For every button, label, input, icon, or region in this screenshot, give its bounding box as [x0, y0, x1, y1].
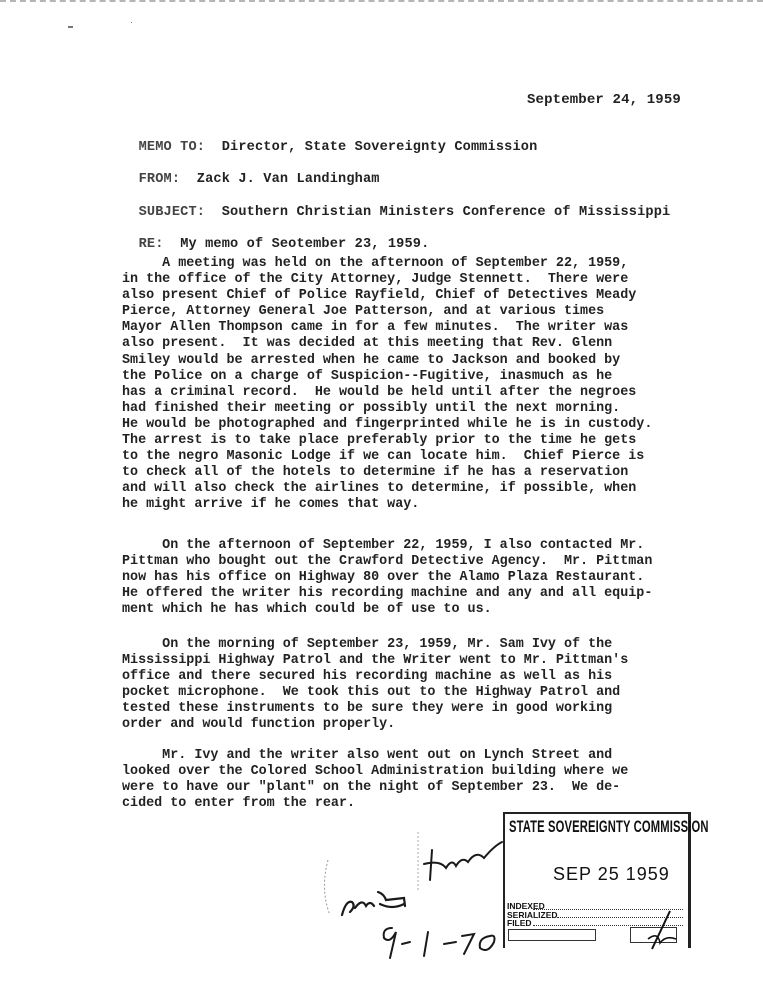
text-line: Smiley would be arrested when he came to Jackson and booked by	[122, 352, 621, 368]
stamp-box-left	[508, 929, 596, 941]
text-line: also present Chief of Police Rayfield, Chief of Detectives Meady	[122, 288, 637, 304]
text-line: office and there secured his recording machine as well as his	[122, 669, 613, 685]
memo-to-line	[122, 125, 537, 155]
text-line: Mr. Ivy and the writer also went out on Lynch Street and	[122, 748, 613, 763]
text-line: to check all of the hotels to determine if he has a reservation	[122, 465, 629, 481]
text-line: has a criminal record. He would be held until after the negroes	[122, 384, 637, 400]
text-line: had finished their meeting or possibly until the next morning.	[122, 400, 621, 416]
stamp-field-indexed: INDEXED	[507, 901, 545, 911]
stamp-date: SEP 25 1959	[553, 864, 670, 884]
text-line: also present. It was decided at this meeting that Rev. Glenn	[122, 336, 613, 352]
handwritten-signature	[300, 820, 510, 980]
page-top-edge	[0, 0, 763, 2]
memo-to-label: MEMO TO:	[138, 140, 206, 155]
subject-value: Southern Christian Ministers Conference of Mississippi	[221, 205, 671, 220]
scan-speck	[131, 22, 132, 23]
text-line: pocket microphone. We took this out to the Highway Patrol and	[122, 685, 621, 701]
text-line: ment which he has which could be of use to us.	[122, 602, 492, 618]
stamp-fields	[507, 902, 558, 928]
from-label: FROM:	[138, 172, 181, 187]
text-line: A meeting was held on the afternoon of September 22, 1959,	[122, 256, 629, 271]
paragraph-recording	[122, 637, 722, 734]
text-line: the Police on a charge of Suspicion--Fugitive, inasmuch as he	[122, 368, 613, 384]
subject-label: SUBJECT:	[138, 205, 206, 220]
paragraph-meeting	[122, 256, 722, 514]
re-value: My memo of Seotember 23, 1959.	[180, 237, 430, 252]
subject-line	[122, 190, 670, 220]
scan-speck	[68, 26, 73, 28]
re-label: RE:	[138, 237, 164, 252]
text-line: He offered the writer his recording machine and any and all equip-	[122, 586, 653, 602]
text-line: order and would function properly.	[122, 717, 396, 733]
text-line: Mayor Allen Thompson came in for a few minutes. The writer was	[122, 320, 629, 336]
re-line	[122, 222, 429, 252]
text-line: cided to enter from the rear.	[122, 796, 356, 812]
text-line: tested these instruments to be sure they were in good working	[122, 701, 613, 717]
text-line: to the negro Masonic Lodge if we can locate him. Chief Pierce is	[122, 449, 645, 465]
received-stamp	[503, 812, 709, 948]
text-line: The arrest is to take place preferably prior to the time he gets	[122, 433, 637, 449]
stamp-field-serialized: SERIALIZED	[507, 909, 558, 920]
text-line: On the morning of September 23, 1959, Mr. Sam Ivy of the	[122, 637, 613, 652]
text-line: he might arrive if he comes that way.	[122, 497, 420, 513]
stamp-title: STATE SOVEREIGNTY COMMISSION	[509, 818, 709, 836]
text-line: and will also check the airlines to determine, if possible, when	[122, 481, 637, 497]
from-value: Zack J. Van Landingham	[196, 172, 380, 187]
paragraph-pittman	[122, 538, 722, 618]
memo-date: September 24, 1959	[527, 92, 681, 108]
stamp-field-filed: FILED	[507, 918, 532, 928]
paragraph-lynch-street	[122, 748, 722, 812]
from-line	[122, 157, 380, 187]
stamp-initials-mark	[630, 909, 690, 951]
text-line: On the afternoon of September 22, 1959, I also contacted Mr.	[122, 538, 645, 553]
text-line: were to have our "plant" on the night of September 23. We de-	[122, 780, 621, 796]
text-line: looked over the Colored School Administration building where we	[122, 764, 629, 780]
text-line: in the office of the City Attorney, Judge Stennett. There were	[122, 272, 629, 288]
text-line: Pierce, Attorney General Joe Patterson, and at various times	[122, 304, 605, 320]
text-line: He would be photographed and fingerprinted while he is in custody.	[122, 416, 653, 432]
text-line: Pittman who bought out the Crawford Detective Agency. Mr. Pittman	[122, 554, 653, 570]
text-line: Mississippi Highway Patrol and the Writer went to Mr. Pittman's	[122, 653, 629, 669]
memo-to-value: Director, State Sovereignty Commission	[221, 140, 538, 155]
text-line: now has his office on Highway 80 over the Alamo Plaza Restaurant.	[122, 570, 645, 586]
